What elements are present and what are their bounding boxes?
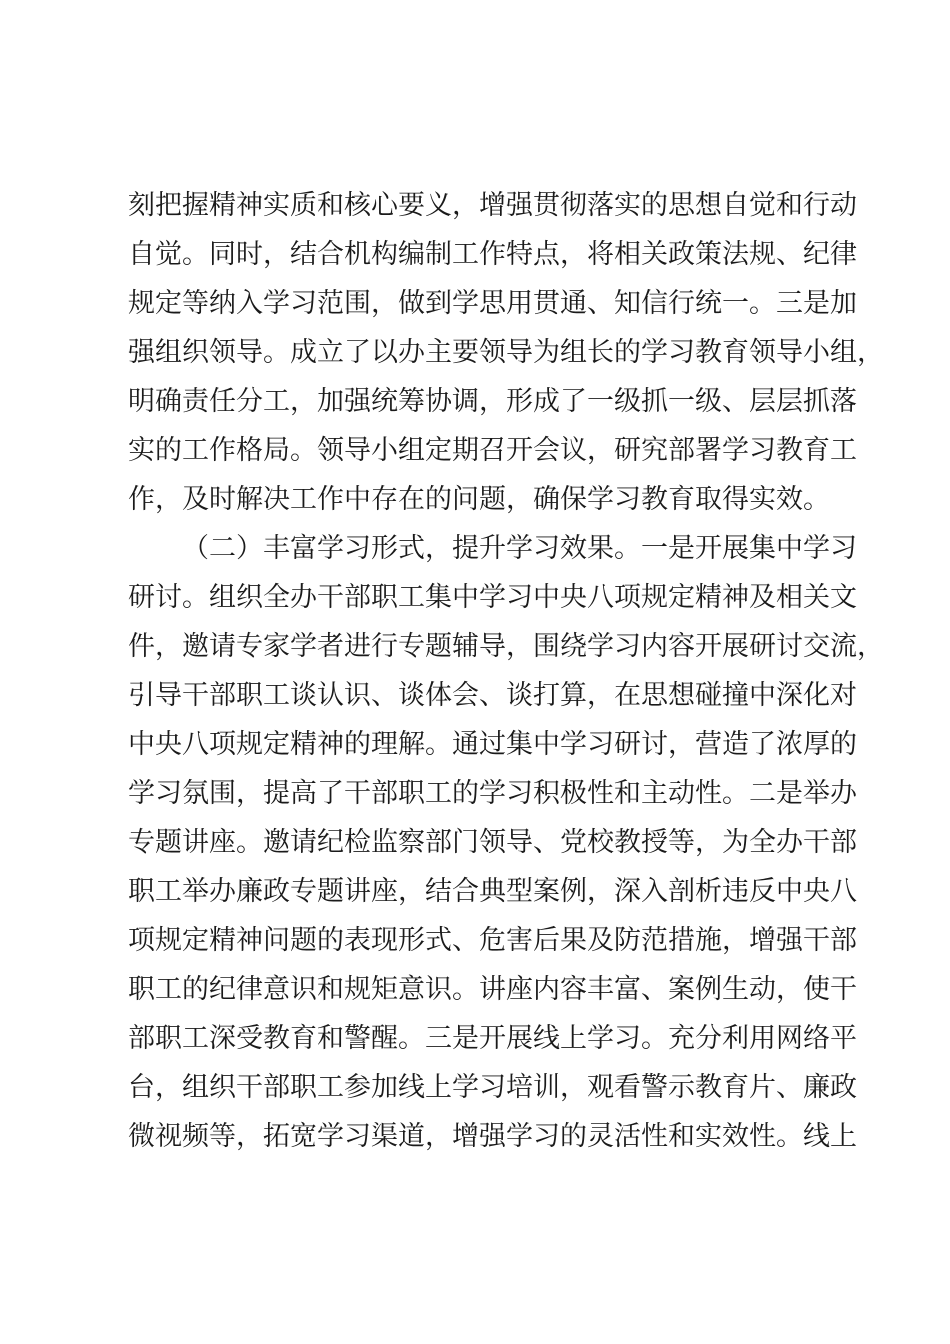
text-line: 引导干部职工谈认识、谈体会、谈打算，在思想碰撞中深化对: [128, 680, 857, 711]
text-line: 台，组织干部职工参加线上学习培训，观看警示教育片、廉政: [128, 1072, 857, 1103]
text-line: 实的工作格局。领导小组定期召开会议，研究部署学习教育工: [128, 435, 857, 466]
text-line: （二）丰富学习形式，提升学习效果。一是开展集中学习: [182, 533, 857, 564]
text-line: 明确责任分工，加强统筹协调，形成了一级抓一级、层层抓落: [128, 386, 857, 417]
text-line: 项规定精神问题的表现形式、危害后果及防范措施，增强干部: [128, 925, 857, 956]
text-line: 研讨。组织全办干部职工集中学习中央八项规定精神及相关文: [128, 582, 857, 613]
text-line: 刻把握精神实质和核心要义，增强贯彻落实的思想自觉和行动: [128, 190, 857, 221]
text-line: 自觉。同时，结合机构编制工作特点，将相关政策法规、纪律: [128, 239, 857, 270]
text-line: 专题讲座。邀请纪检监察部门领导、党校教授等，为全办干部: [128, 827, 857, 858]
text-line: 职工的纪律意识和规矩意识。讲座内容丰富、案例生动，使干: [128, 974, 857, 1005]
text-line: 规定等纳入学习范围，做到学思用贯通、知信行统一。三是加: [128, 288, 857, 319]
text-line: 强组织领导。成立了以办主要领导为组长的学习教育领导小组，: [128, 337, 884, 368]
text-line: 中央八项规定精神的理解。通过集中学习研讨，营造了浓厚的: [128, 729, 857, 760]
text-line: 件，邀请专家学者进行专题辅导，围绕学习内容开展研讨交流，: [128, 631, 884, 662]
text-line: 学习氛围，提高了干部职工的学习积极性和主动性。二是举办: [128, 778, 857, 809]
text-line: 微视频等，拓宽学习渠道，增强学习的灵活性和实效性。线上: [128, 1121, 857, 1152]
text-line: 作，及时解决工作中存在的问题，确保学习教育取得实效。: [128, 484, 830, 515]
text-line: 部职工深受教育和警醒。三是开展线上学习。充分利用网络平: [128, 1023, 857, 1054]
body-text: [128, 181, 884, 1161]
text-line: 职工举办廉政专题讲座，结合典型案例，深入剖析违反中央八: [128, 876, 857, 907]
